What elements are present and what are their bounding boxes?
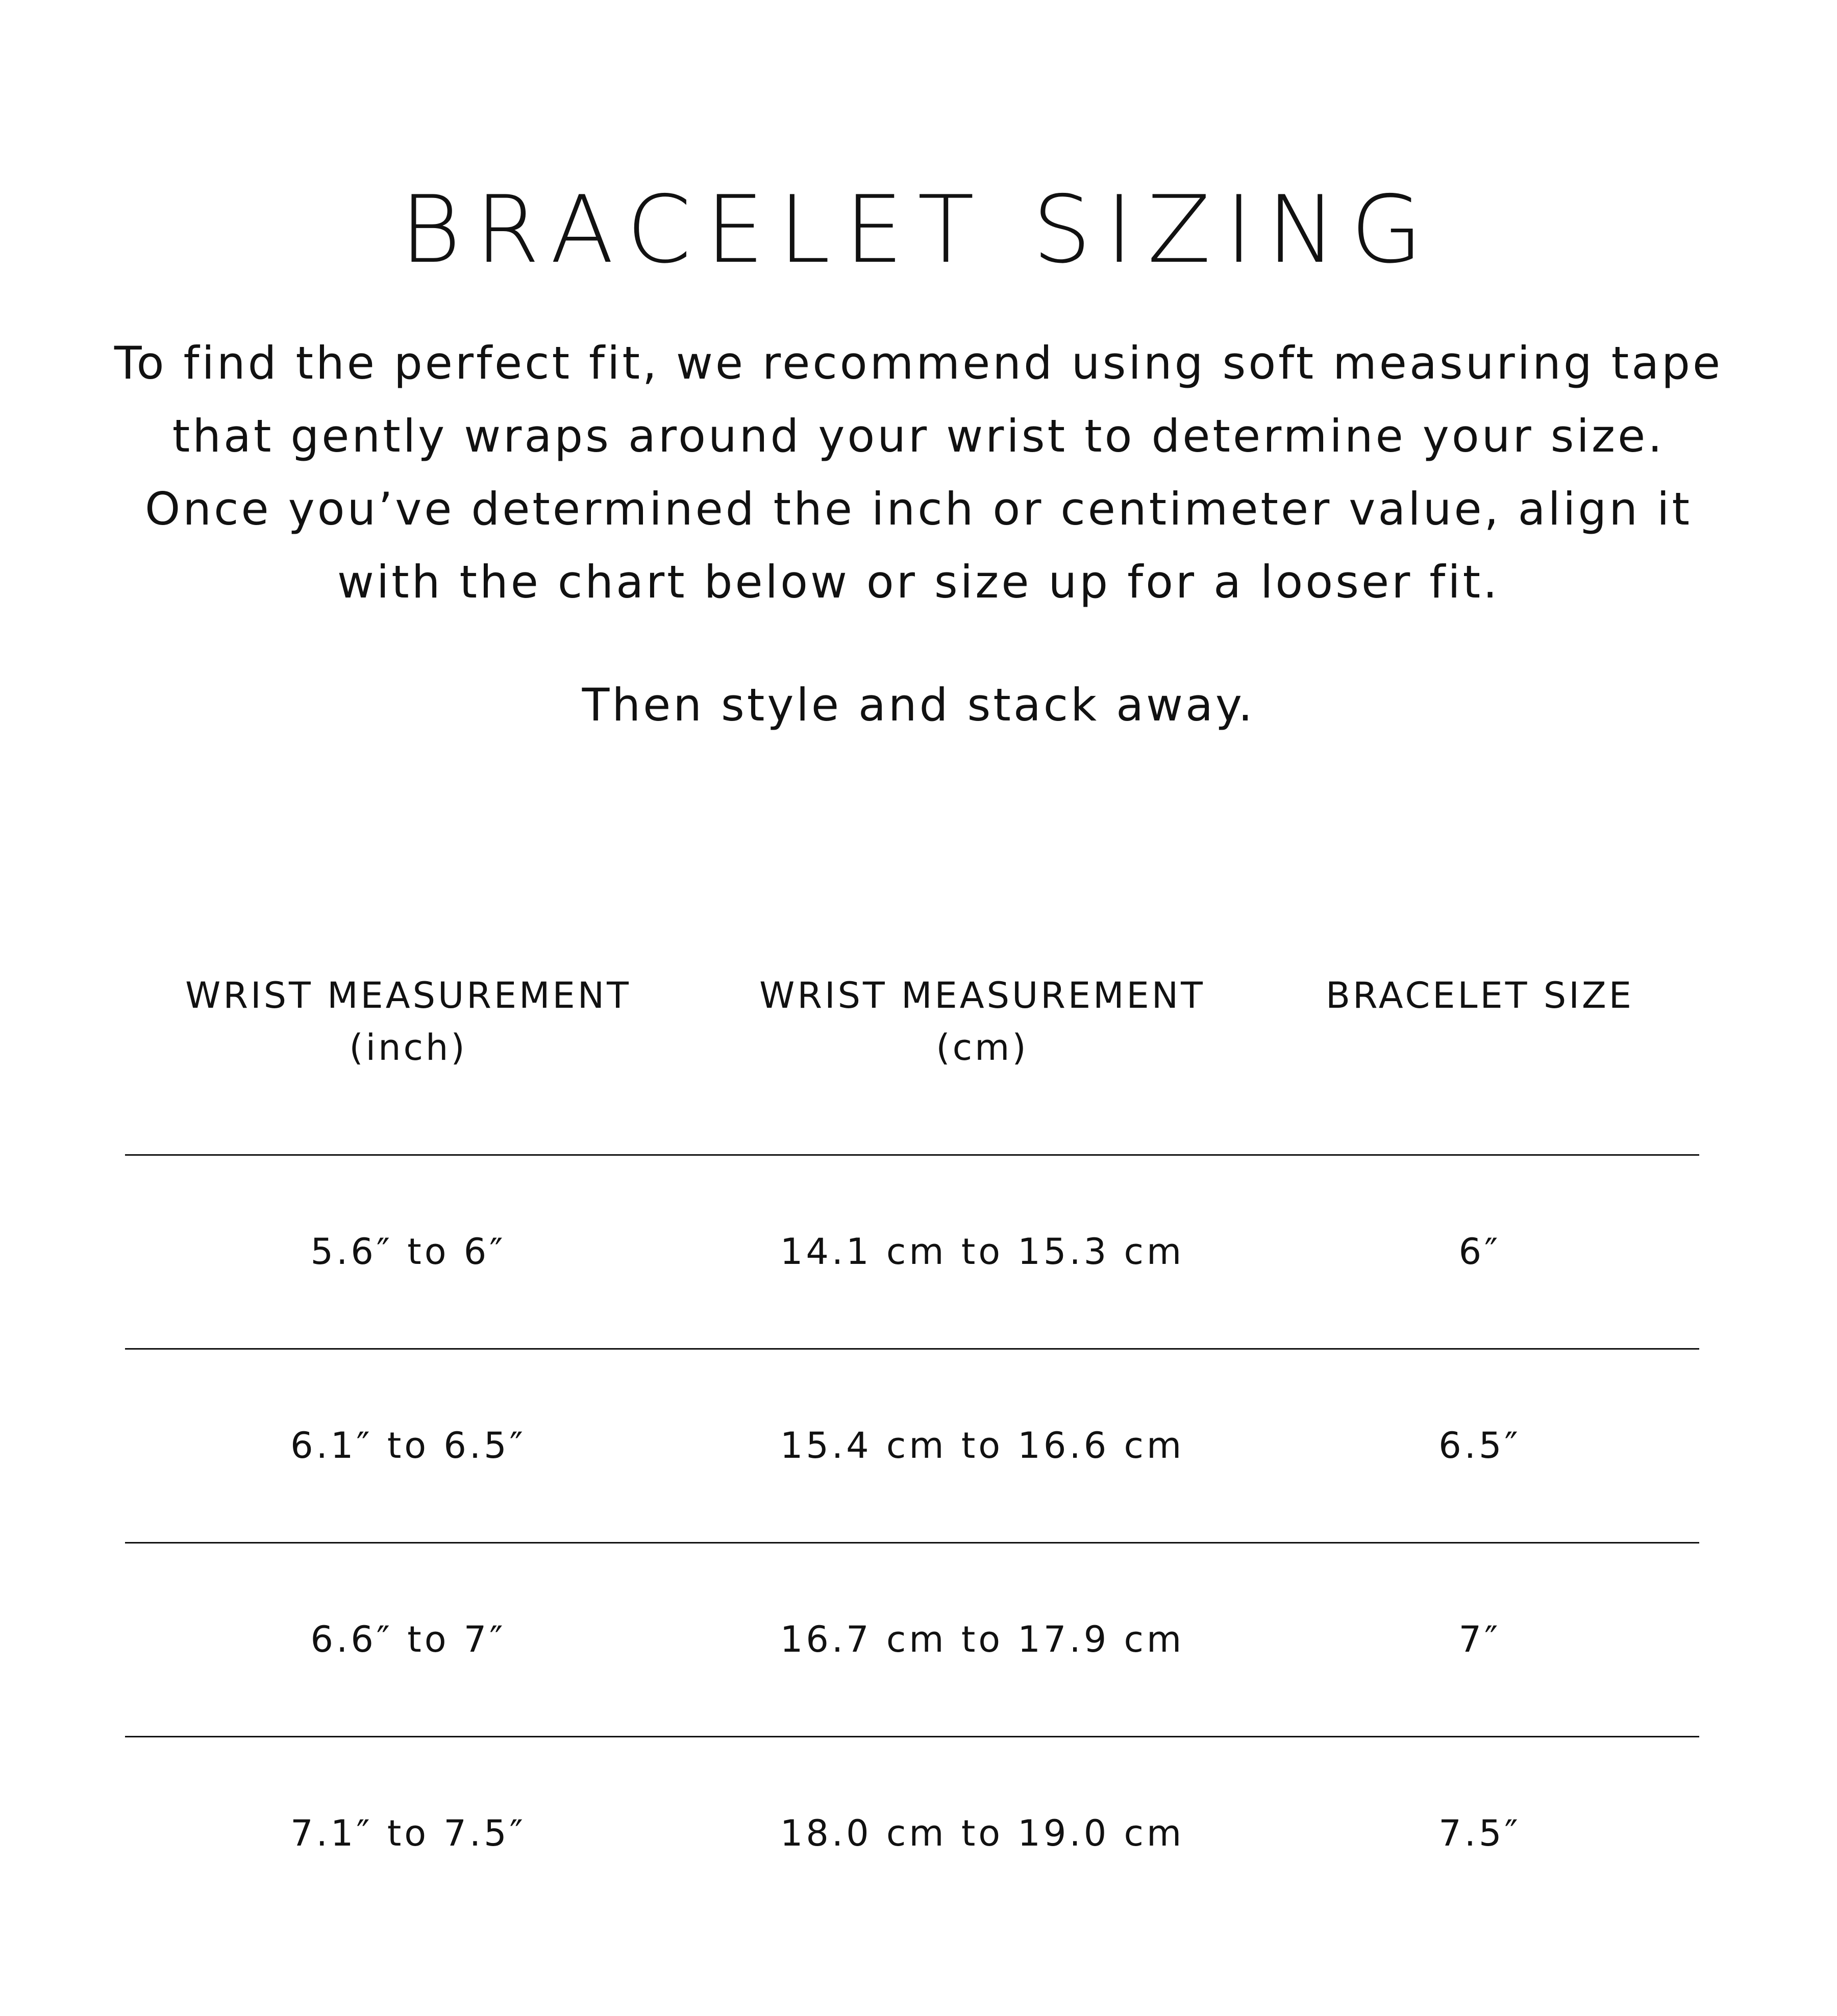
cell-inch: 6.6″ to 7″ (310, 1619, 506, 1660)
table-header-row (125, 969, 1699, 1156)
intro-line: Once you’ve determined the inch or centimeter value, align it (145, 483, 1692, 535)
cell-cm: 14.1 cm to 15.3 cm (780, 1231, 1185, 1273)
cell-cm: 18.0 cm to 19.0 cm (780, 1812, 1185, 1854)
size-chart-table (125, 969, 1699, 1930)
cell-size: 6.5″ (1438, 1425, 1521, 1466)
table-row (125, 1156, 1699, 1350)
cell-inch: 5.6″ to 6″ (310, 1231, 506, 1273)
table-row (125, 1544, 1699, 1737)
tagline: Then style and stack away. (582, 679, 1255, 731)
table-row (125, 1737, 1699, 1930)
header-bracelet-size (1265, 969, 1694, 1022)
cell-size: 7.5″ (1438, 1812, 1521, 1854)
header-label: WRIST MEASUREMENT (185, 975, 631, 1016)
intro-line: with the chart below or size up for a looser fit. (337, 556, 1500, 608)
header-label: BRACELET SIZE (1325, 975, 1634, 1016)
header-unit: (inch) (349, 1027, 467, 1068)
cell-inch: 6.1″ to 6.5″ (290, 1425, 526, 1466)
header-label: WRIST MEASUREMENT (759, 975, 1205, 1016)
page-title: BRACELET SIZING (400, 176, 1437, 284)
cell-cm: 16.7 cm to 17.9 cm (780, 1619, 1185, 1660)
header-wrist-inch (125, 969, 691, 1074)
intro-paragraph (102, 327, 1735, 618)
table-row (125, 1350, 1699, 1544)
intro-line: To find the perfect fit, we recommend using soft measuring tape (114, 337, 1723, 389)
cell-size: 7″ (1458, 1619, 1501, 1660)
header-unit: (cm) (936, 1027, 1029, 1068)
header-wrist-cm (699, 969, 1265, 1074)
cell-inch: 7.1″ to 7.5″ (290, 1812, 526, 1854)
cell-cm: 15.4 cm to 16.6 cm (780, 1425, 1185, 1466)
intro-line: that gently wraps around your wrist to determine your size. (172, 410, 1665, 462)
cell-size: 6″ (1458, 1231, 1501, 1273)
